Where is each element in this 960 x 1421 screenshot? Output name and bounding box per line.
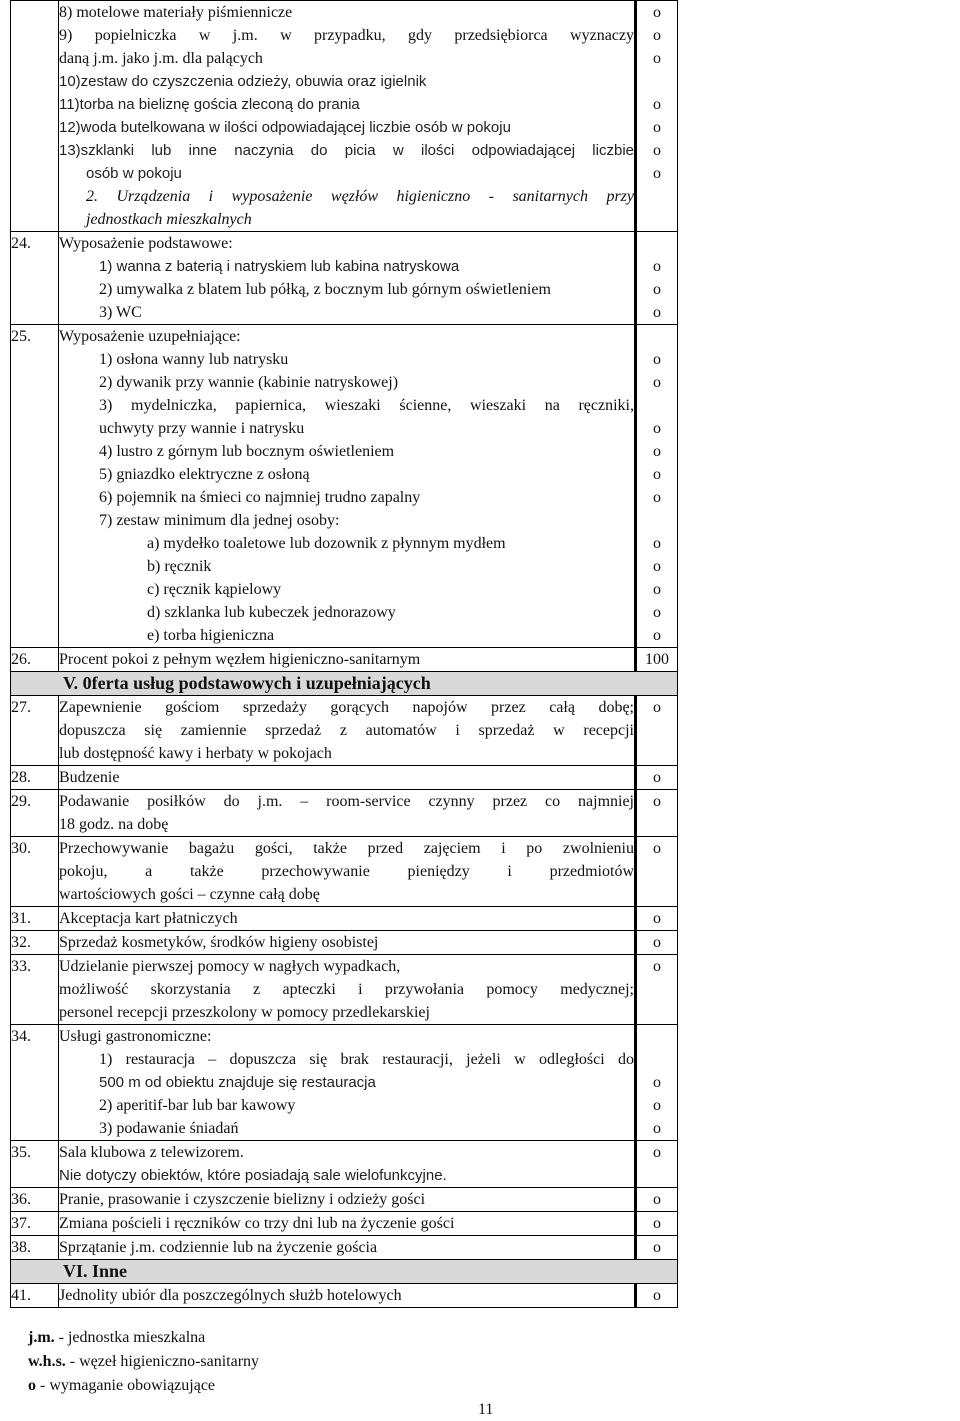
row-number: 41. bbox=[11, 1284, 59, 1308]
requirement-mark-cell bbox=[636, 232, 678, 325]
table-row bbox=[11, 790, 678, 837]
requirement-mark: o bbox=[653, 304, 661, 321]
description-line: Udzielanie pierwszej pomocy w nagłych wypadkach, bbox=[59, 958, 401, 975]
requirement-mark: o bbox=[653, 604, 661, 621]
description-line: 1) wanna z baterią i natryskiem lub kabina natryskowa bbox=[99, 258, 460, 275]
row-description bbox=[59, 955, 636, 1025]
row-description bbox=[59, 1025, 636, 1141]
section-row bbox=[11, 672, 678, 696]
requirement-mark bbox=[637, 1164, 677, 1187]
table-row bbox=[11, 232, 678, 325]
requirement-mark: o bbox=[653, 958, 661, 975]
description-line: 1) restauracja – dopuszcza się brak restauracji, jeżeli w odległości do bbox=[99, 1051, 634, 1068]
requirement-mark-cell bbox=[636, 790, 678, 837]
description-line: Wyposażenie uzupełniające: bbox=[59, 328, 241, 345]
description-line: wartościowych gości – czynne całą dobę bbox=[59, 886, 320, 903]
row-number: 38. bbox=[11, 1236, 59, 1260]
row-number: 32. bbox=[11, 931, 59, 955]
description-line: Wyposażenie podstawowe: bbox=[59, 235, 233, 252]
description-line: 2) aperitif-bar lub bar kawowy bbox=[99, 1097, 296, 1114]
description-line: 5) gniazdko elektryczne z osłoną bbox=[99, 466, 310, 483]
requirement-mark: o bbox=[653, 627, 661, 644]
requirement-mark: o bbox=[653, 466, 661, 483]
requirement-mark: o bbox=[653, 1120, 661, 1137]
requirement-mark bbox=[637, 719, 677, 742]
requirement-mark-cell bbox=[636, 648, 678, 672]
requirement-mark: o bbox=[653, 420, 661, 437]
row-number: 27. bbox=[11, 696, 59, 766]
description-line: 13)szklanki lub inne naczynia do picia w ilości odpowiadającej liczbie bbox=[59, 142, 634, 159]
table-row bbox=[11, 931, 678, 955]
page-number: 11 bbox=[478, 1401, 494, 1418]
requirement-mark: o bbox=[653, 351, 661, 368]
requirement-mark: o bbox=[653, 581, 661, 598]
requirement-mark: o bbox=[653, 769, 661, 786]
requirement-mark bbox=[637, 1048, 677, 1071]
description-line: możliwość skorzystania z apteczki i przywołania pomocy medycznej; bbox=[59, 981, 634, 998]
table-row bbox=[11, 648, 678, 672]
description-line: 4) lustro z górnym lub bocznym oświetleniem bbox=[99, 443, 395, 460]
description-line: e) torba higieniczna bbox=[147, 627, 275, 644]
description-line: Pranie, prasowanie i czyszczenie bielizny i odzieży gości bbox=[59, 1191, 426, 1208]
requirement-mark: o bbox=[653, 96, 661, 113]
description-line: 3) podawanie śniadań bbox=[99, 1120, 239, 1137]
row-description bbox=[59, 1188, 636, 1212]
table-row bbox=[11, 1, 678, 232]
description-line: Akceptacja kart płatniczych bbox=[59, 910, 238, 927]
description-line: personel recepcji przeszkolony w pomocy przedlekarskiej bbox=[59, 1004, 430, 1021]
requirement-mark: o bbox=[653, 910, 661, 927]
description-line: 2) dywanik przy wannie (kabinie natryskowej) bbox=[99, 374, 399, 391]
description-line: Jednolity ubiór dla poszczególnych służb hotelowych bbox=[59, 1287, 402, 1304]
row-description bbox=[59, 648, 636, 672]
table-row bbox=[11, 766, 678, 790]
requirement-mark bbox=[637, 1025, 677, 1048]
requirement-mark-cell bbox=[636, 766, 678, 790]
description-line: Przechowywanie bagażu gości, także przed zajęciem i po zwolnieniu bbox=[59, 840, 634, 857]
legend-item: j.m. - jednostka mieszkalna bbox=[28, 1329, 206, 1346]
requirement-mark bbox=[637, 394, 677, 417]
description-line: 11)torba na bieliznę gościa zleconą do prania bbox=[59, 96, 360, 113]
section-heading: V. 0ferta usług podstawowych i uzupełniających bbox=[11, 672, 678, 696]
row-number: 35. bbox=[11, 1141, 59, 1188]
requirement-mark-cell bbox=[636, 1025, 678, 1141]
description-line: lub dostępność kawy i herbaty w pokojach bbox=[59, 745, 332, 762]
requirement-mark bbox=[637, 813, 677, 836]
table-row bbox=[11, 907, 678, 931]
row-description bbox=[59, 1284, 636, 1308]
requirements-sheet bbox=[10, 0, 675, 1308]
requirement-mark bbox=[637, 860, 677, 883]
description-line: dopuszcza się zamiennie sprzedaż z automatów i sprzedaż w recepcji bbox=[59, 722, 634, 739]
table-row bbox=[11, 1284, 678, 1308]
table-row bbox=[11, 955, 678, 1025]
description-line: 12)woda butelkowana w ilości odpowiadającej liczbie osób w pokoju bbox=[59, 119, 511, 136]
description-line: Procent pokoi z pełnym węzłem higieniczno-sanitarnym bbox=[59, 651, 421, 668]
requirement-mark-cell bbox=[636, 1236, 678, 1260]
legend-item: o - wymaganie obowiązujące bbox=[28, 1377, 216, 1394]
row-number: 28. bbox=[11, 766, 59, 790]
requirement-mark-cell bbox=[636, 955, 678, 1025]
requirement-mark: 100 bbox=[645, 651, 669, 668]
requirement-mark-cell bbox=[636, 1, 678, 232]
requirement-mark-cell bbox=[636, 1141, 678, 1188]
description-line: Nie dotyczy obiektów, które posiadają sale wielofunkcyjne. bbox=[59, 1167, 447, 1184]
row-number: 24. bbox=[11, 232, 59, 325]
requirement-mark: o bbox=[653, 793, 661, 810]
section-row bbox=[11, 1260, 678, 1284]
requirement-mark: o bbox=[653, 142, 661, 159]
requirement-mark bbox=[637, 208, 677, 231]
requirement-mark bbox=[637, 978, 677, 1001]
description-line: daną j.m. jako j.m. dla palących bbox=[59, 50, 263, 67]
row-number: 31. bbox=[11, 907, 59, 931]
description-line: Zapewnienie gościom sprzedaży gorących napojów przez całą dobę; bbox=[59, 699, 634, 716]
description-line: Sprzedaż kosmetyków, środków higieny osobistej bbox=[59, 934, 379, 951]
requirement-mark: o bbox=[653, 1074, 661, 1091]
description-line: uchwyty przy wannie i natrysku bbox=[99, 420, 305, 437]
requirement-mark bbox=[637, 1001, 677, 1024]
description-line: 500 m od obiektu znajduje się restauracja bbox=[99, 1074, 376, 1091]
section-heading: VI. Inne bbox=[11, 1260, 678, 1284]
description-line: pokoju, a także przechowywanie pieniędzy i przedmiotów bbox=[59, 863, 634, 880]
description-line: Usługi gastronomiczne: bbox=[59, 1028, 212, 1045]
requirement-mark-cell bbox=[636, 931, 678, 955]
row-number bbox=[11, 1, 59, 232]
description-line: 9) popielniczka w j.m. w przypadku, gdy przedsiębiorca wyznaczy bbox=[59, 27, 634, 44]
row-description bbox=[59, 1236, 636, 1260]
description-line: a) mydełko toaletowe lub dozownik z płynnym mydłem bbox=[147, 535, 506, 552]
row-number: 30. bbox=[11, 837, 59, 907]
requirement-mark-cell bbox=[636, 325, 678, 648]
requirement-mark bbox=[637, 185, 677, 208]
requirement-mark bbox=[637, 232, 677, 255]
table-row bbox=[11, 1025, 678, 1141]
row-description bbox=[59, 696, 636, 766]
row-number: 29. bbox=[11, 790, 59, 837]
description-line: jednostkach mieszkalnych bbox=[86, 211, 252, 228]
requirement-mark-cell bbox=[636, 1188, 678, 1212]
row-description bbox=[59, 1141, 636, 1188]
description-line: 3) WC bbox=[99, 304, 142, 321]
requirement-mark-cell bbox=[636, 1284, 678, 1308]
description-line: 2. Urządzenia i wyposażenie węzłów higieniczno - sanitarnych przy bbox=[86, 188, 634, 205]
row-description bbox=[59, 931, 636, 955]
legend-item: w.h.s. - węzeł higieniczno-sanitarny bbox=[28, 1353, 260, 1370]
requirement-mark bbox=[637, 70, 677, 93]
requirement-mark: o bbox=[653, 934, 661, 951]
row-number: 26. bbox=[11, 648, 59, 672]
requirement-mark bbox=[637, 883, 677, 906]
requirement-mark: o bbox=[653, 443, 661, 460]
row-number: 36. bbox=[11, 1188, 59, 1212]
row-description bbox=[59, 325, 636, 648]
requirement-mark-cell bbox=[636, 837, 678, 907]
requirement-mark-cell bbox=[636, 696, 678, 766]
requirement-mark: o bbox=[653, 374, 661, 391]
row-description bbox=[59, 1, 636, 232]
row-description bbox=[59, 837, 636, 907]
row-description bbox=[59, 790, 636, 837]
description-line: d) szklanka lub kubeczek jednorazowy bbox=[147, 604, 396, 621]
requirement-mark: o bbox=[653, 1239, 661, 1256]
requirement-mark: o bbox=[653, 258, 661, 275]
row-number: 37. bbox=[11, 1212, 59, 1236]
requirement-mark bbox=[637, 509, 677, 532]
description-line: osób w pokoju bbox=[86, 165, 182, 182]
row-description bbox=[59, 1212, 636, 1236]
description-line: c) ręcznik kąpielowy bbox=[147, 581, 282, 598]
requirement-mark: o bbox=[653, 1144, 661, 1161]
requirement-mark: o bbox=[653, 558, 661, 575]
requirement-mark bbox=[637, 325, 677, 348]
requirement-mark: o bbox=[653, 535, 661, 552]
description-line: b) ręcznik bbox=[147, 558, 212, 575]
row-number: 33. bbox=[11, 955, 59, 1025]
requirement-mark bbox=[637, 742, 677, 765]
description-line: Sala klubowa z telewizorem. bbox=[59, 1144, 244, 1161]
description-line: Podawanie posiłków do j.m. – room-service czynny przez co najmniej bbox=[59, 793, 634, 810]
description-line: 6) pojemnik na śmieci co najmniej trudno zapalny bbox=[99, 489, 421, 506]
requirement-mark: o bbox=[653, 50, 661, 67]
row-description bbox=[59, 766, 636, 790]
table-row bbox=[11, 696, 678, 766]
description-line: 8) motelowe materiały piśmiennicze bbox=[59, 4, 293, 21]
description-line: Budzenie bbox=[59, 769, 120, 786]
requirement-mark: o bbox=[653, 281, 661, 298]
table-row bbox=[11, 1188, 678, 1212]
table-row bbox=[11, 837, 678, 907]
description-line: 18 godz. na dobę bbox=[59, 816, 169, 833]
row-number: 25. bbox=[11, 325, 59, 648]
requirement-mark-cell bbox=[636, 1212, 678, 1236]
requirement-mark: o bbox=[653, 119, 661, 136]
row-number: 34. bbox=[11, 1025, 59, 1141]
description-line: 7) zestaw minimum dla jednej osoby: bbox=[99, 512, 340, 529]
requirement-mark: o bbox=[653, 165, 661, 182]
row-description bbox=[59, 232, 636, 325]
table-row bbox=[11, 1212, 678, 1236]
description-line: 1) osłona wanny lub natrysku bbox=[99, 351, 289, 368]
requirement-mark: o bbox=[653, 699, 661, 716]
requirements-table bbox=[10, 0, 678, 1308]
requirement-mark: o bbox=[653, 840, 661, 857]
table-row bbox=[11, 325, 678, 648]
requirement-mark-cell bbox=[636, 907, 678, 931]
table-row bbox=[11, 1236, 678, 1260]
legend bbox=[28, 1326, 259, 1398]
requirement-mark: o bbox=[653, 1097, 661, 1114]
requirement-mark: o bbox=[653, 4, 661, 21]
description-line: Zmiana pościeli i ręczników co trzy dni lub na życzenie gości bbox=[59, 1215, 455, 1232]
requirement-mark: o bbox=[653, 27, 661, 44]
row-description bbox=[59, 907, 636, 931]
description-line: Sprzątanie j.m. codziennie lub na życzenie gościa bbox=[59, 1239, 378, 1256]
requirement-mark: o bbox=[653, 489, 661, 506]
description-line: 3) mydelniczka, papiernica, wieszaki ścienne, wieszaki na ręczniki, bbox=[99, 397, 634, 414]
table-row bbox=[11, 1141, 678, 1188]
requirement-mark: o bbox=[653, 1215, 661, 1232]
requirement-mark: o bbox=[653, 1191, 661, 1208]
description-line: 2) umywalka z blatem lub półką, z bocznym lub górnym oświetleniem bbox=[99, 281, 551, 298]
requirement-mark: o bbox=[653, 1287, 661, 1304]
description-line: 10)zestaw do czyszczenia odzieży, obuwia oraz igielnik bbox=[59, 73, 427, 90]
